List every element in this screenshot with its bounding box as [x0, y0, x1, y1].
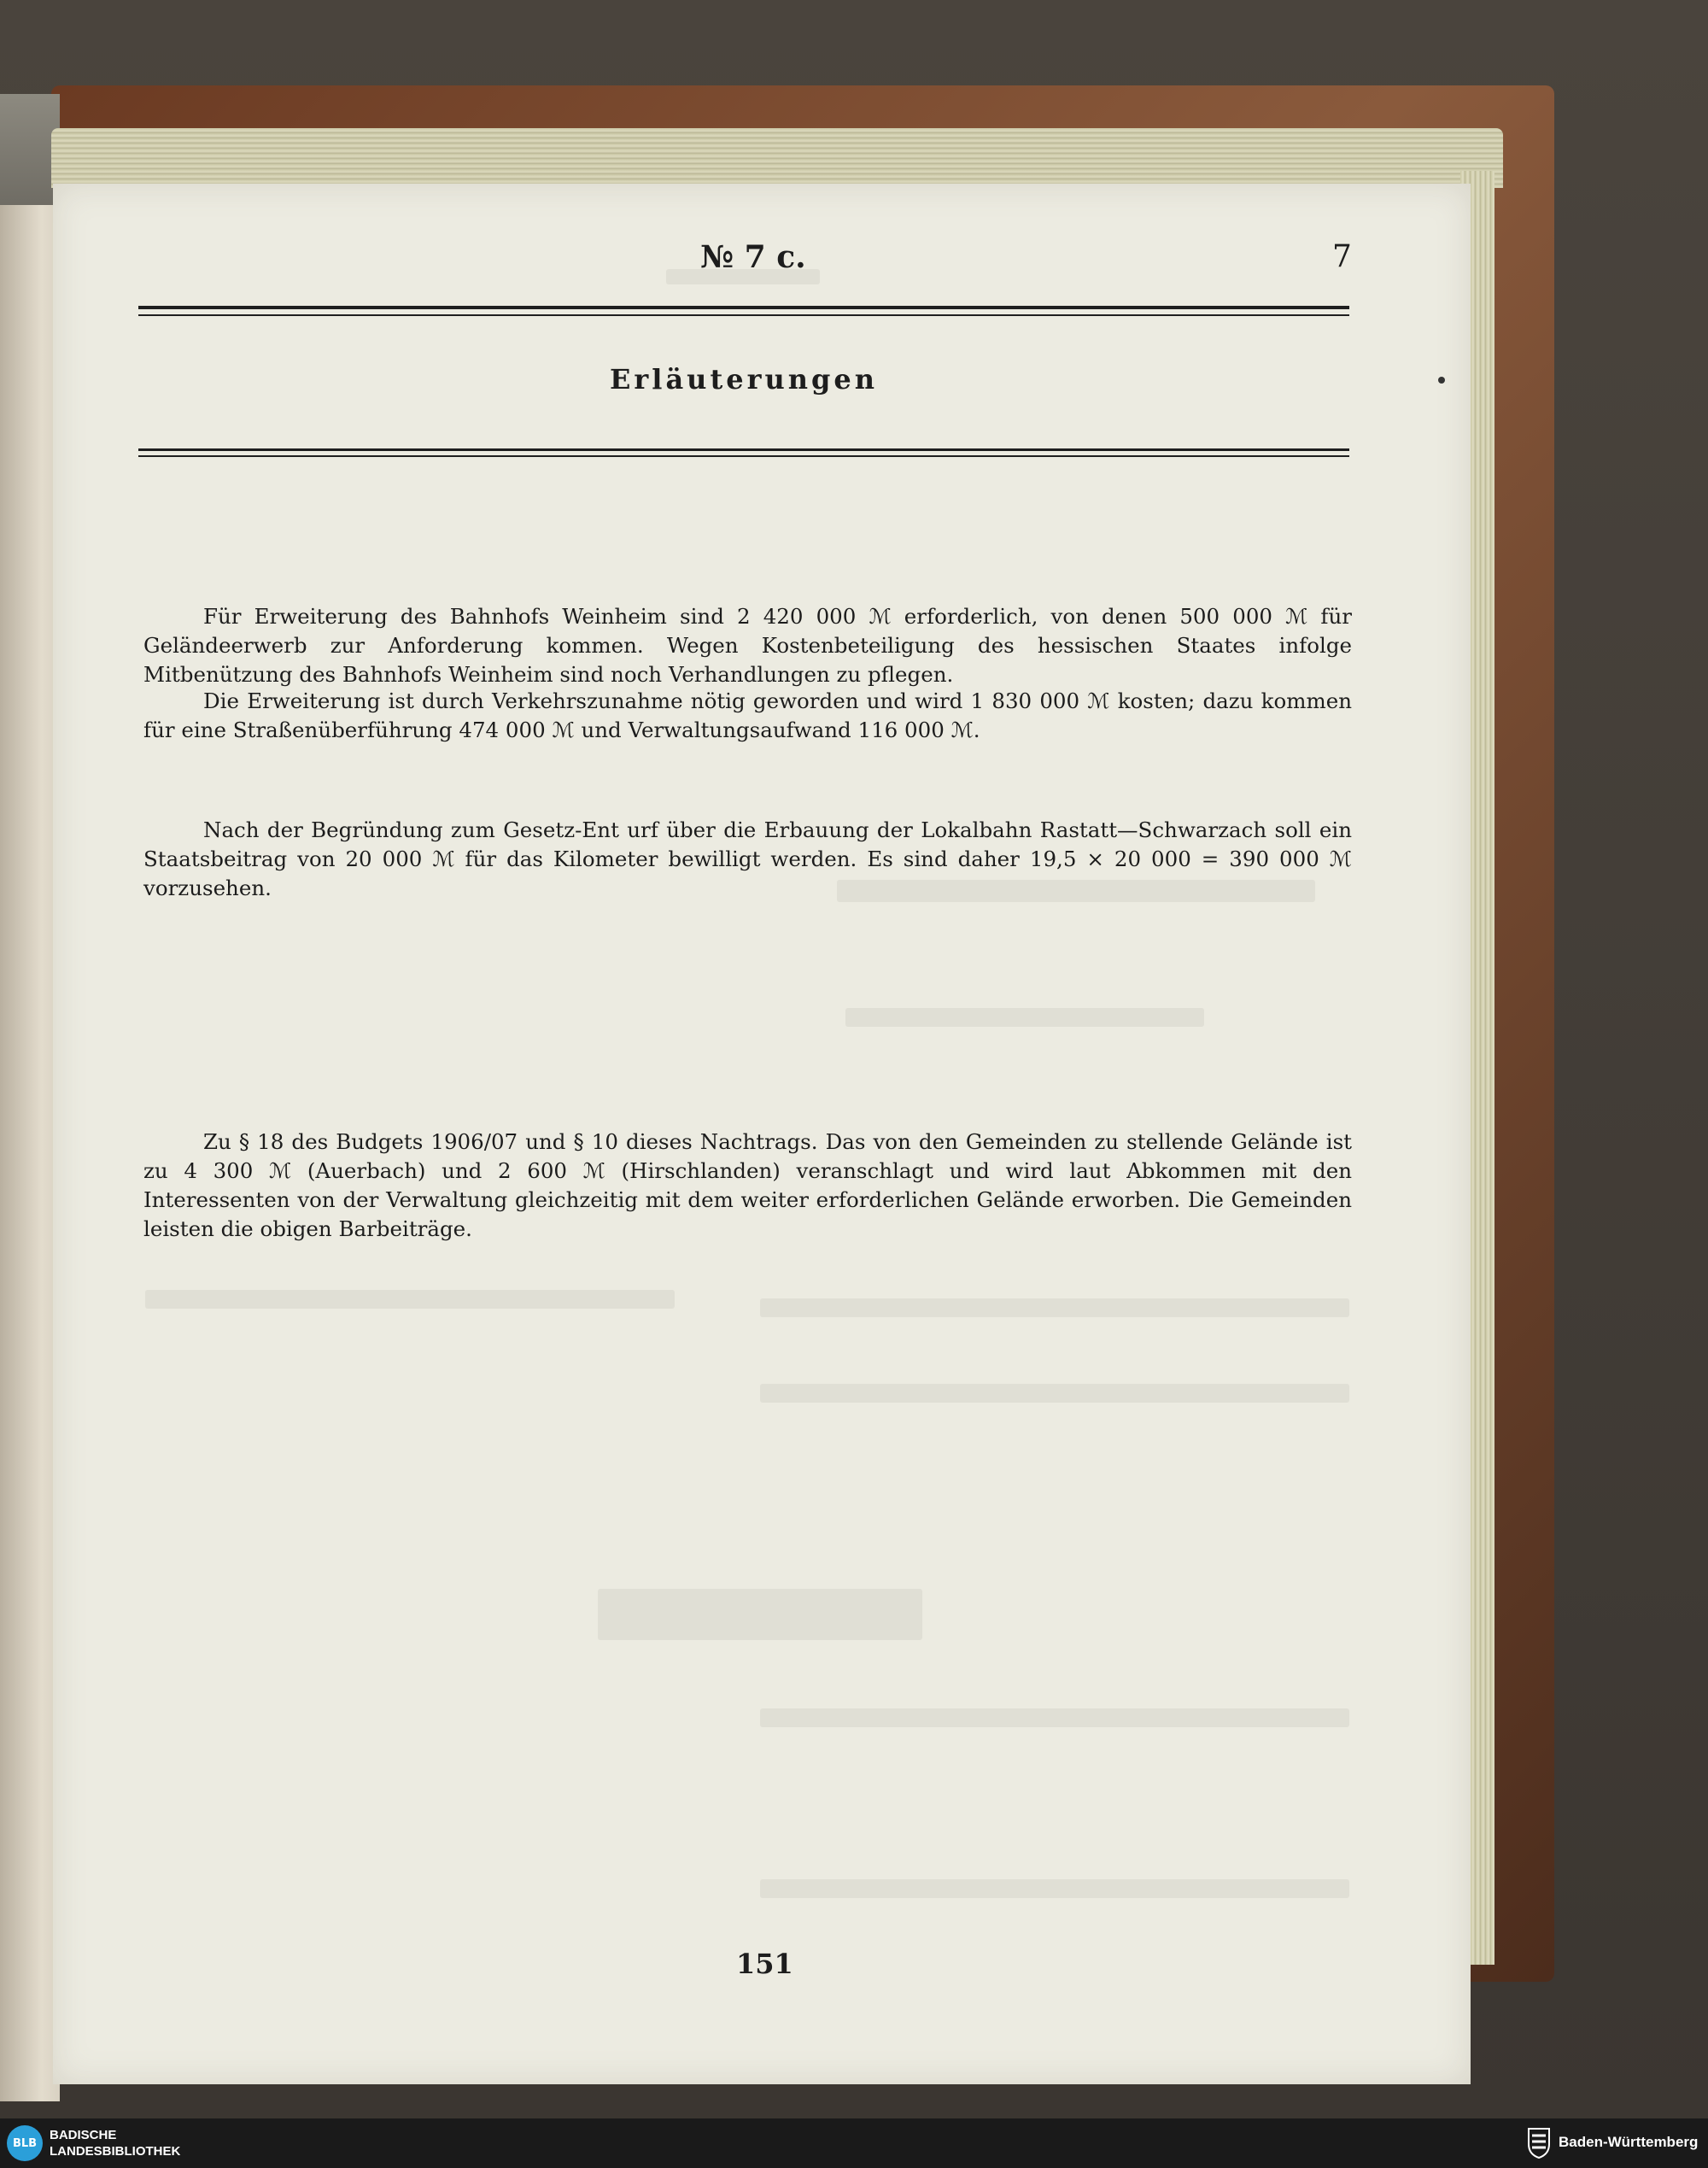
- page-stack-top: [51, 128, 1503, 188]
- bleed-through-text: [760, 1879, 1349, 1898]
- bleed-through-text: [845, 1008, 1204, 1027]
- library-name[interactable]: [50, 2127, 272, 2159]
- issue-number: № 7 c.: [700, 239, 806, 275]
- paragraph-text: Die Erweiterung ist durch Verkehrszunahme nötig geworden und wird 1 830 000 ℳ kosten; dazu kommen für eine Straßenüberführung 474 000 ℳ und Verwaltungsaufwand 116 000 ℳ.: [143, 688, 1352, 742]
- paragraph-erweiterung: [143, 687, 1352, 745]
- blb-logo-text: BLB: [12, 2136, 38, 2150]
- section-title: Erläuterungen: [610, 363, 878, 396]
- library-banner: [0, 2118, 1708, 2168]
- state-crest-icon: [1527, 2127, 1551, 2159]
- page-number: 7: [1332, 239, 1352, 274]
- bleed-through-text: [760, 1384, 1349, 1403]
- library-name-line1: BADISCHE: [50, 2128, 117, 2142]
- blb-logo[interactable]: [7, 2125, 43, 2161]
- sheet-number: 151: [736, 1948, 793, 1980]
- margin-mark: [1438, 377, 1445, 384]
- left-page-edge: [0, 179, 60, 2101]
- section-rule: [138, 455, 1349, 457]
- header-rule: [138, 306, 1349, 309]
- bleed-through-text: [145, 1290, 675, 1309]
- paragraph-bahnhof-weinheim: [143, 602, 1352, 689]
- bleed-through-text: [598, 1589, 922, 1640]
- library-name-line2: LANDESBIBLIOTHEK: [50, 2144, 181, 2159]
- bleed-through-text: [760, 1298, 1349, 1317]
- paragraph-budget: [143, 1128, 1352, 1244]
- paragraph-text: Zu § 18 des Budgets 1906/07 und § 10 dieses Nachtrags. Das von den Gemeinden zu stellende Gelände ist zu 4 300 ℳ (Auerbach) und 2 600 ℳ (Hirschlanden) veranschlagt und wird laut Abkommen mit den Interessenten von der Verwaltung gleichzeitig mit dem weiter erforderlichen Gelände erworben. Die Gemeinden leisten die obigen Barbeiträge.: [143, 1129, 1352, 1241]
- paragraph-text: Nach der Begründung zum Gesetz-Ent urf über die Erbauung der Lokalbahn Rastatt—Schwarzach soll ein Staatsbeitrag von 20 000 ℳ für das Kilometer bewilligt werden. Es sind daher 19,5 × 20 000 = 390 000 ℳ vorzusehen.: [143, 817, 1352, 900]
- state-name[interactable]: Baden-Württemberg: [1559, 2134, 1699, 2150]
- bleed-through-text: [760, 1708, 1349, 1727]
- paragraph-text: Für Erweiterung des Bahnhofs Weinheim sind 2 420 000 ℳ erforderlich, von denen 500 000 ℳ für Geländeerwerb zur Anforderung kommen. Wegen Kostenbeteiligung des hessischen Staates infolge Mitbenützung des Bahnhofs Weinheim sind noch Verhandlungen zu pflegen.: [143, 604, 1352, 687]
- paragraph-lokalbahn: [143, 816, 1352, 903]
- header-rule: [138, 314, 1349, 316]
- section-rule: [138, 448, 1349, 451]
